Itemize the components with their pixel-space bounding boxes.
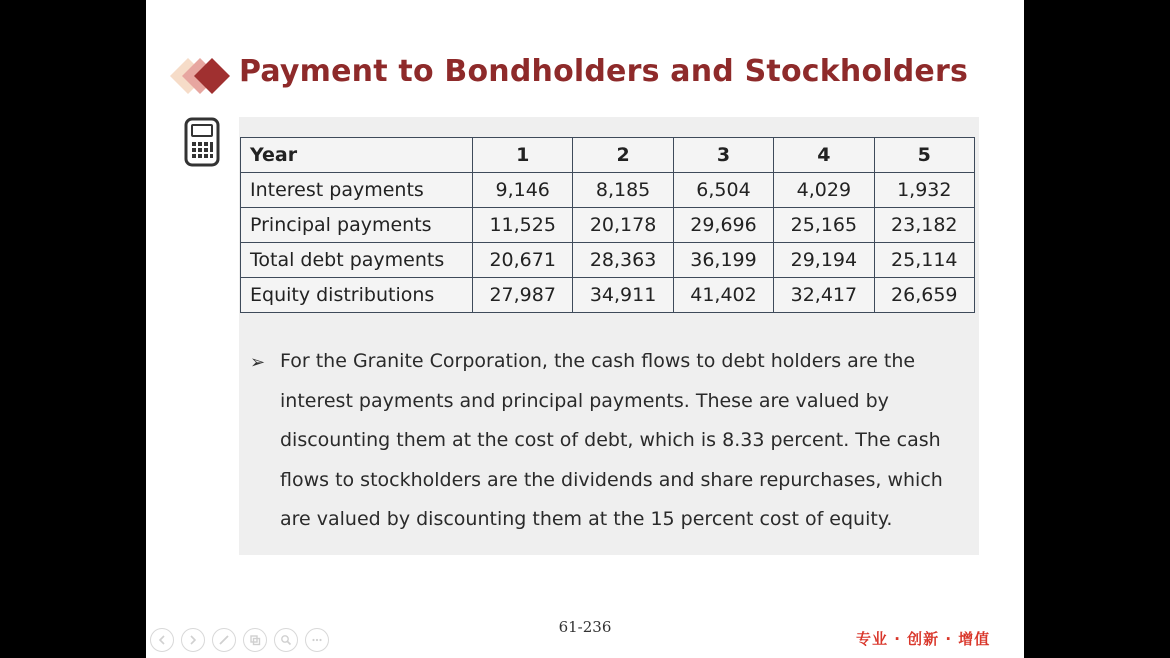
page-title: Payment to Bondholders and Stockholders [239, 54, 969, 89]
header-cell: Year [241, 138, 473, 173]
table-cell: 9,146 [473, 173, 573, 208]
table-cell: 6,504 [673, 173, 773, 208]
next-icon[interactable] [181, 628, 205, 652]
table-row [241, 208, 975, 243]
payments-table [240, 137, 975, 313]
header-cell: 1 [473, 138, 573, 173]
table-row [241, 278, 975, 313]
table-cell: 36,199 [673, 243, 773, 278]
table-header-row [241, 138, 975, 173]
copy-icon[interactable] [243, 628, 267, 652]
table-cell: 26,659 [874, 278, 974, 313]
bullet-arrow-icon: ➢ [250, 352, 266, 373]
calculator-icon [184, 117, 220, 167]
pen-icon[interactable] [212, 628, 236, 652]
table-cell: 29,696 [673, 208, 773, 243]
table-cell: 20,178 [573, 208, 673, 243]
header-cell: 2 [573, 138, 673, 173]
table-row [241, 243, 975, 278]
table-cell: 25,165 [774, 208, 874, 243]
header-cell: 3 [673, 138, 773, 173]
row-label: Interest payments [241, 173, 473, 208]
row-label: Principal payments [241, 208, 473, 243]
diamonds-icon [168, 54, 232, 98]
zoom-icon[interactable] [274, 628, 298, 652]
table-cell: 4,029 [774, 173, 874, 208]
table-cell: 28,363 [573, 243, 673, 278]
table-cell: 1,932 [874, 173, 974, 208]
slogan: 专业 · 创新 · 增值 [856, 630, 991, 648]
row-label: Equity distributions [241, 278, 473, 313]
player-controls [150, 628, 329, 652]
header-cell: 5 [874, 138, 974, 173]
table-cell: 25,114 [874, 243, 974, 278]
header-cell: 4 [774, 138, 874, 173]
table-cell: 8,185 [573, 173, 673, 208]
more-icon[interactable] [305, 628, 329, 652]
slide [146, 0, 1024, 658]
table-cell: 23,182 [874, 208, 974, 243]
table-cell: 11,525 [473, 208, 573, 243]
table-row [241, 173, 975, 208]
page-number: 61-236 [558, 618, 612, 636]
bullet-paragraph: For the Granite Corporation, the cash flows to debt holders are the interest payments and principal payments. These are valued by discounting them at the cost of debt, which is 8.33 percent. The cash flows to stockholders are the dividends and share repurchases, which are valued by discounting them at the 15 percent cost of equity. [280, 350, 943, 530]
table-cell: 34,911 [573, 278, 673, 313]
prev-icon[interactable] [150, 628, 174, 652]
table-cell: 32,417 [774, 278, 874, 313]
row-label: Total debt payments [241, 243, 473, 278]
table-cell: 41,402 [673, 278, 773, 313]
table-cell: 27,987 [473, 278, 573, 313]
table-cell: 29,194 [774, 243, 874, 278]
table-cell: 20,671 [473, 243, 573, 278]
